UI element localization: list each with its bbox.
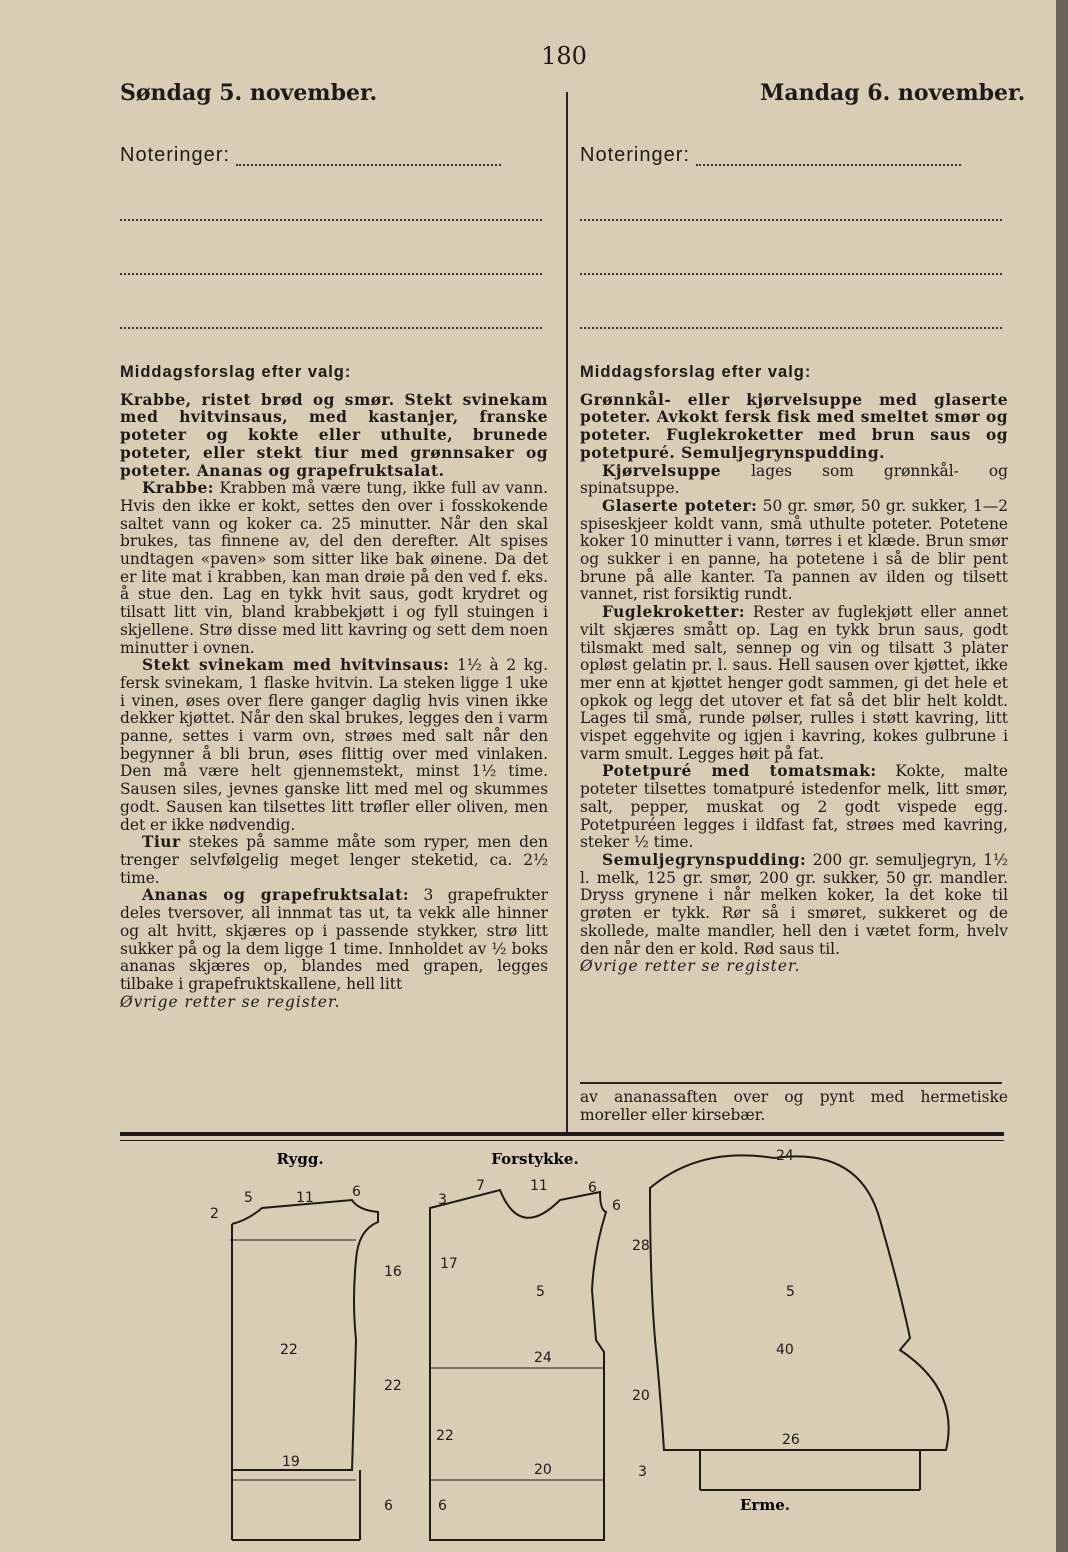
- recipe-term: Tiur: [142, 833, 181, 852]
- front-label: Forstykke.: [491, 1150, 579, 1168]
- dimension-label: 6: [588, 1180, 597, 1196]
- right-menu-text: Grønnkål- eller kjørvelsuppe med glaserte poteter. Avkokt fersk fisk med smeltet smør og poteter. Fuglekroketter med brun saus og potetpuré. Semuljegrynspudding.: [580, 390, 1008, 462]
- front-pattern-piece: [430, 1190, 606, 1540]
- right-day-heading: Mandag 6. november.: [760, 80, 1026, 106]
- notes-dotline: [236, 148, 501, 166]
- left-day-heading: Søndag 5. november.: [120, 80, 378, 106]
- dimension-label: 6: [438, 1498, 447, 1514]
- recipe-paragraph: [580, 763, 1008, 852]
- continuation-rule: [580, 1082, 1002, 1084]
- dimension-label: 5: [244, 1190, 253, 1206]
- dimension-label: 11: [530, 1178, 548, 1194]
- dimension-label: 6: [352, 1184, 361, 1200]
- recipe-term: Glaserte poteter:: [602, 496, 758, 515]
- recipe-text: Kokte, malte poteter tilsettes tomatpuré istedenfor melk, litt smør, salt, pepper, muskat og 2 godt vispede egg. Potetpuréen legges i ildfast fat, strøes med kavring, steker ½ time.: [580, 762, 1008, 852]
- dimension-label: 7: [476, 1178, 485, 1194]
- recipe-term: Fuglekroketter:: [602, 603, 746, 622]
- dimension-label: 24: [534, 1350, 552, 1366]
- dimension-label: 22: [384, 1378, 402, 1394]
- dimension-label: 6: [384, 1498, 393, 1514]
- back-label: Rygg.: [276, 1150, 324, 1168]
- recipe-paragraph: [120, 657, 548, 834]
- notes-dotline: [120, 325, 542, 329]
- left-notes: [120, 144, 550, 329]
- recipe-paragraph: [120, 834, 548, 887]
- dimension-label: 26: [782, 1432, 800, 1448]
- recipe-text: stekes på samme måte som ryper, men den trenger selvfølgelig meget lenger steketid, ca. 2½ time.: [120, 833, 548, 887]
- recipe-text: 1½ à 2 kg. fersk svinekam, 1 flaske hvitvin. La steken ligge 1 uke i vinen, øses over flere ganger daglig hvis vinen ikke dekker kjøttet. Når den skal brukes, legges den i varm panne, settes i varm ovn, strøes med salt når den begynner å bli brun, øses flittig over med vinlaken. Den må være helt gjennemstekt, minst 1½ time. Sausen siles, jevnes ganske litt med mel og skummes godt. Sausen kan tilsettes litt trøfler eller oliven, men det er ikke nødvendig.: [120, 656, 548, 834]
- dimension-label: 22: [436, 1428, 454, 1444]
- recipe-text: Krabben må være tung, ikke full av vann. Hvis den ikke er kokt, settes den over i fosskokende saltet vann og koker ca. 25 minutter. Når den skal brukes, tas finnene av, del den derefter. Alt spises undtagen «paven» som sitter like bak øinene. Da det er lite mat i krabben, kan man drøie på den ved f. eks. å stue den. Lag en tykk hvit saus, godt krydret og tilsatt litt vin, bland krabbekjøtt i og fyll stuingen i skjellene. Strø disse med litt kavring og sett dem noen minutter i ovnen.: [120, 479, 548, 657]
- left-notes-label: Noteringer:: [120, 144, 230, 166]
- recipe-term: Potetpuré med tomatsmak:: [602, 762, 877, 781]
- right-register-note: Øvrige retter se register.: [580, 957, 801, 976]
- recipe-paragraph: [580, 604, 1008, 763]
- notes-dotline: [696, 148, 961, 166]
- dimension-label: 11: [296, 1190, 314, 1206]
- left-register-note: Øvrige retter se register.: [120, 992, 341, 1011]
- right-notes-label: Noteringer:: [580, 144, 690, 166]
- right-notes: [580, 144, 1010, 329]
- dimension-label: 19: [282, 1454, 300, 1470]
- recipe-paragraph: [120, 887, 548, 993]
- recipe-term: Kjørvelsuppe: [602, 461, 722, 480]
- left-menu-text: Krabbe, ristet brød og smør. Stekt svinekam med hvitvinsaus, med kastanjer, franske poteter og kokte eller uthulte, brunede poteter, eller stekt tiur med grønnsaker og poteter. Ananas og grapefruktsalat.: [120, 390, 548, 480]
- recipe-paragraph: [580, 463, 1008, 498]
- section-rule: [120, 1132, 1004, 1136]
- dimension-label: 16: [384, 1264, 402, 1280]
- notes-dotline: [120, 271, 542, 275]
- sewing-pattern-diagram: [0, 1140, 1068, 1552]
- dimension-label: 3: [438, 1192, 447, 1208]
- recipe-text: Rester av fuglekjøtt eller annet vilt skjæres smått op. Lag en tykk brun saus, godt tilsmakt med salt, sennep og vin og tilsatt 3 plater opløst gelatin pr. l. saus. Hell sausen over kjøttet, ikke mer enn at kjøttet henger godt sammen, gi det hele et opkok og legg det utover et fat så det blir helt koldt. Lages til små, runde pølser, rulles i støtt kavring, litt vispet eggehvite og igjen i kavring, kokes gulbrune i varm smult. Legges høit på fat.: [580, 603, 1008, 763]
- dimension-label: 20: [534, 1462, 552, 1478]
- page-number: 180: [541, 42, 587, 70]
- dimension-label: 2: [210, 1206, 219, 1222]
- dimension-label: 22: [280, 1342, 298, 1358]
- recipe-paragraph: [580, 852, 1008, 958]
- dimension-label: 40: [776, 1342, 794, 1358]
- dimension-label: 24: [776, 1148, 794, 1164]
- recipe-term: Ananas og grapefruktsalat:: [142, 886, 410, 905]
- dimension-label: 20: [632, 1388, 650, 1404]
- dimension-label: 17: [440, 1256, 458, 1272]
- recipe-paragraph: [120, 480, 548, 657]
- recipe-term: Semuljegrynspudding:: [602, 850, 807, 869]
- dimension-label: 6: [612, 1198, 621, 1214]
- sleeve-label: Erme.: [740, 1496, 790, 1514]
- notes-dotline: [580, 271, 1002, 275]
- recipe-term: Krabbe:: [142, 479, 214, 498]
- continuation-text: av ananassaften over og pynt med hermetiske moreller eller kirsebær.: [580, 1088, 1008, 1124]
- recipe-term: Stekt svinekam med hvitvinsaus:: [142, 656, 450, 675]
- right-menu-heading: Middagsforslag efter valg:: [580, 363, 812, 381]
- recipe-paragraph: [580, 498, 1008, 604]
- recipe-text: 3 grapefrukter deles tversover, all innmat tas ut, ta vekk alle hinner og alt hvitt, skjæres op i passende stykker, strø litt sukker på og la dem ligge 1 time. Innholdet av ½ boks ananas skjæres op, blandes med grapen, legges tilbake i grapefruktskallene, hell litt: [120, 886, 548, 993]
- right-column: [580, 364, 1008, 976]
- column-divider: [566, 92, 568, 1132]
- notes-dotline: [580, 325, 1002, 329]
- left-menu-heading: Middagsforslag efter valg:: [120, 363, 352, 381]
- notes-dotline: [120, 217, 542, 221]
- dimension-label: 3: [638, 1464, 647, 1480]
- back-pattern-piece: [230, 1200, 378, 1540]
- recipe-text: 50 gr. smør, 50 gr. sukker, 1—2 spiseskjeer koldt vann, små uthulte poteter. Potetene koker 10 minutter i vann, tørres i et klæde. Brun smør og sukker i en panne, ha potetene i så de blir pent brune på alle kanter. Ta pannen av ilden og tilsett vannet, rist forsiktig rundt.: [580, 496, 1008, 604]
- left-column: [120, 364, 548, 1011]
- recipe-text: lages som grønnkål- og spinatsuppe.: [580, 461, 1008, 498]
- recipe-text: 200 gr. semuljegryn, 1½ l. melk, 125 gr. smør, 200 gr. sukker, 50 gr. mandler. Dryss grynene i når melken koker, la det koke til grøten er tykk. Rør så i smøret, sukkeret og de skollede, malte mandler, hell den i vætet form, hvelv den når den er kold. Rød saus til.: [580, 850, 1008, 958]
- dimension-label: 28: [632, 1238, 650, 1254]
- dimension-label: 5: [786, 1284, 795, 1300]
- dimension-label: 5: [536, 1284, 545, 1300]
- notes-dotline: [580, 217, 1002, 221]
